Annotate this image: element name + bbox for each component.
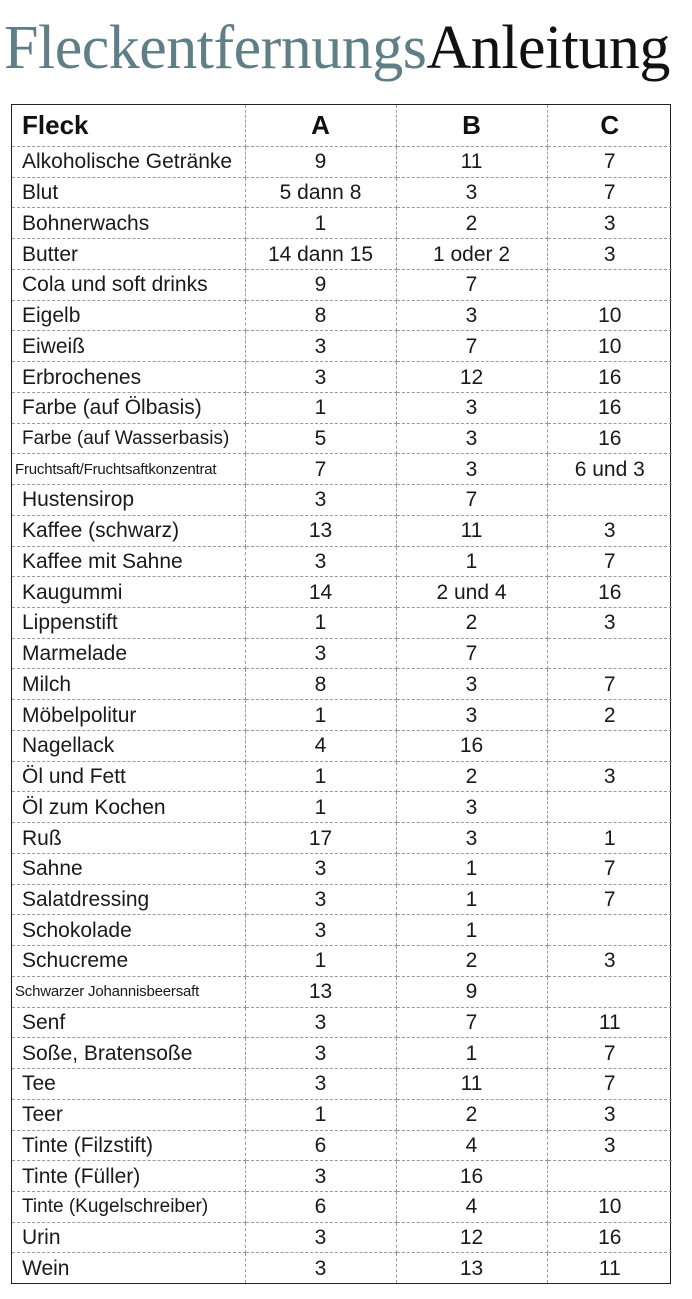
stain-name: Eigelb <box>12 300 245 331</box>
stain-name: Hustensirop <box>12 485 245 516</box>
cell-b: 16 <box>396 730 547 761</box>
cell-c: 6 und 3 <box>547 454 672 485</box>
cell-c <box>547 269 672 300</box>
cell-b: 1 <box>396 546 547 577</box>
cell-a: 1 <box>245 761 396 792</box>
cell-a: 13 <box>245 515 396 546</box>
table-row <box>12 792 672 823</box>
cell-b: 4 <box>396 1191 547 1222</box>
cell-a: 8 <box>245 669 396 700</box>
cell-c: 7 <box>547 147 672 178</box>
cell-a: 3 <box>245 362 396 393</box>
stain-name: Schokolade <box>12 915 245 946</box>
cell-b: 3 <box>396 823 547 854</box>
cell-a: 1 <box>245 700 396 731</box>
stain-name: Milch <box>12 669 245 700</box>
cell-c: 11 <box>598 1256 621 1280</box>
table-row <box>12 700 672 731</box>
title-part-2: Anleitung <box>426 14 670 82</box>
cell-b: 1 <box>396 884 547 915</box>
cell-a: 1 <box>245 946 396 977</box>
cell-c: 7 <box>547 669 672 700</box>
table-header <box>12 105 672 147</box>
header-row <box>12 105 672 147</box>
cell-c: 16 <box>547 1222 672 1253</box>
cell-b: 3 <box>396 669 547 700</box>
cell-c: 10 <box>547 1191 672 1222</box>
stain-name: Tinte (Filzstift) <box>12 1130 245 1161</box>
table-row <box>12 269 672 300</box>
cell-a: 3 <box>245 331 396 362</box>
cell-c <box>547 792 672 823</box>
stain-name: Fruchtsaft/Fruchtsaftkonzentrat <box>12 454 245 485</box>
cell-b: 2 <box>396 208 547 239</box>
table-row <box>12 823 672 854</box>
cell-b: 1 <box>396 1038 547 1069</box>
cell-c: 3 <box>547 1099 672 1130</box>
stain-name: Eiweiß <box>12 331 245 362</box>
cell-c: 10 <box>547 331 672 362</box>
title-part-1: Fleckentfernungs <box>4 14 427 82</box>
stain-name: Tinte (Kugelschreiber) <box>12 1191 245 1222</box>
table-row <box>12 915 672 946</box>
cell-a: 6 <box>245 1191 396 1222</box>
cell-c: 3 <box>547 239 672 270</box>
stain-name: Öl und Fett <box>12 761 245 792</box>
table-row <box>12 669 672 700</box>
cell-a: 6 <box>245 1130 396 1161</box>
cell-b: 3 <box>396 423 547 454</box>
cell-c: 3 <box>547 946 672 977</box>
table-row <box>12 208 672 239</box>
stain-name: Schwarzer Johannisbeersaft <box>12 976 245 1007</box>
cell-c: 1 <box>547 823 672 854</box>
table-row <box>12 515 672 546</box>
cell-b: 1 <box>396 853 547 884</box>
cell-c: 7 <box>547 546 672 577</box>
cell-c: 3 <box>547 515 672 546</box>
stain-name: Salatdressing <box>12 884 245 915</box>
table-row <box>12 1253 672 1283</box>
table-row <box>12 853 672 884</box>
header-stain: Fleck <box>12 105 245 147</box>
cell-c <box>547 638 672 669</box>
table-row <box>12 1222 672 1253</box>
cell-a: 9 <box>245 269 396 300</box>
cell-b: 2 und 4 <box>396 577 547 608</box>
cell-a: 17 <box>245 823 396 854</box>
header-a: A <box>245 105 396 147</box>
cell-b: 7 <box>396 485 547 516</box>
table-row <box>12 454 672 485</box>
stain-name: Kaffee (schwarz) <box>12 515 245 546</box>
table-row <box>12 577 672 608</box>
stain-name: Erbrochenes <box>12 362 245 393</box>
cell-a: 3 <box>245 1069 396 1100</box>
cell-b: 13 <box>396 1253 547 1283</box>
table-row <box>12 1191 672 1222</box>
stain-name: Schucreme <box>12 946 245 977</box>
cell-b: 12 <box>396 1222 547 1253</box>
table-row <box>12 638 672 669</box>
cell-b: 3 <box>396 392 547 423</box>
table-row <box>12 177 672 208</box>
cell-b: 2 <box>396 761 547 792</box>
cell-b: 4 <box>396 1130 547 1161</box>
stain-removal-table <box>12 105 672 1283</box>
cell-b: 3 <box>396 300 547 331</box>
stain-name: Farbe (auf Ölbasis) <box>12 392 245 423</box>
table-row <box>12 300 672 331</box>
cell-b: 3 <box>396 177 547 208</box>
cell-b: 3 <box>396 454 547 485</box>
cell-a: 1 <box>245 208 396 239</box>
cell-c: 16 <box>547 362 672 393</box>
stain-name: Möbelpolitur <box>12 700 245 731</box>
cell-a: 3 <box>245 1038 396 1069</box>
cell-a: 1 <box>245 792 396 823</box>
table-row <box>12 546 672 577</box>
cell-a: 14 dann 15 <box>245 239 396 270</box>
cell-b: 11 <box>396 515 547 546</box>
table-row <box>12 362 672 393</box>
cell-c <box>547 730 672 761</box>
cell-a: 14 <box>245 577 396 608</box>
cell-c: 3 <box>547 1130 672 1161</box>
cell-a: 5 dann 8 <box>245 177 396 208</box>
cell-c: 7 <box>547 1069 672 1100</box>
table-row <box>12 1161 672 1192</box>
cell-c: 11 <box>547 1007 672 1038</box>
cell-a: 3 <box>245 485 396 516</box>
cell-a: 3 <box>245 1222 396 1253</box>
cell-c <box>547 485 672 516</box>
cell-b: 1 <box>396 915 547 946</box>
cell-c: 3 <box>547 608 672 639</box>
stain-name: Urin <box>12 1222 245 1253</box>
cell-b: 3 <box>396 700 547 731</box>
cell-c: 16 <box>547 577 672 608</box>
table-row <box>12 1069 672 1100</box>
cell-b: 7 <box>396 269 547 300</box>
table-row <box>12 730 672 761</box>
stain-name: Kaugummi <box>12 577 245 608</box>
cell-c: 3 <box>547 208 672 239</box>
header-c: C <box>547 105 672 147</box>
cell-c: 7 <box>547 884 672 915</box>
header-b: B <box>396 105 547 147</box>
cell-a: 5 <box>245 423 396 454</box>
cell-c: 7 <box>547 177 672 208</box>
table-row <box>12 1038 672 1069</box>
page-title <box>4 8 670 88</box>
cell-b: 7 <box>396 638 547 669</box>
cell-b: 16 <box>396 1161 547 1192</box>
cell-a: 1 <box>245 608 396 639</box>
cell-b: 7 <box>396 1007 547 1038</box>
cell-a: 3 <box>245 1161 396 1192</box>
stain-name: Blut <box>12 177 245 208</box>
table-row <box>12 239 672 270</box>
table-row <box>12 1130 672 1161</box>
cell-a: 3 <box>245 1007 396 1038</box>
table-row <box>12 608 672 639</box>
cell-a: 4 <box>245 730 396 761</box>
cell-b: 9 <box>396 976 547 1007</box>
cell-b: 11 <box>396 147 547 178</box>
cell-c: 7 <box>547 1038 672 1069</box>
table-row <box>12 423 672 454</box>
cell-a: 7 <box>245 454 396 485</box>
cell-a: 3 <box>245 884 396 915</box>
stain-name: Sahne <box>12 853 245 884</box>
cell-a: 3 <box>245 546 396 577</box>
cell-c: 10 <box>547 300 672 331</box>
cell-a: 3 <box>245 1253 396 1283</box>
stain-name: Farbe (auf Wasserbasis) <box>12 423 245 454</box>
table-row <box>12 946 672 977</box>
cell-b: 7 <box>396 331 547 362</box>
stain-removal-table-frame <box>11 104 671 1284</box>
cell-c: 7 <box>547 853 672 884</box>
stain-name: Kaffee mit Sahne <box>12 546 245 577</box>
stain-name: Marmelade <box>12 638 245 669</box>
cell-a: 8 <box>245 300 396 331</box>
cell-c <box>547 1161 672 1192</box>
cell-c: 2 <box>547 700 672 731</box>
stain-name: Lippenstift <box>12 608 245 639</box>
cell-a: 3 <box>245 638 396 669</box>
stain-name: Bohnerwachs <box>12 208 245 239</box>
stain-name: Senf <box>12 1007 245 1038</box>
cell-b: 2 <box>396 946 547 977</box>
table-row <box>12 392 672 423</box>
table-row <box>12 761 672 792</box>
cell-b: 11 <box>396 1069 547 1100</box>
cell-b: 2 <box>396 1099 547 1130</box>
cell-a: 1 <box>245 1099 396 1130</box>
table-row <box>12 1099 672 1130</box>
table-row <box>12 485 672 516</box>
cell-c: 3 <box>547 761 672 792</box>
stain-name: Ruß <box>12 823 245 854</box>
stain-name: Alkoholische Getränke <box>12 147 245 178</box>
cell-a: 3 <box>245 915 396 946</box>
cell-b: 2 <box>396 608 547 639</box>
cell-b: 3 <box>396 792 547 823</box>
cell-c <box>547 915 672 946</box>
stain-name: Butter <box>12 239 245 270</box>
stain-name: Tee <box>12 1069 245 1100</box>
stain-name: Teer <box>12 1099 245 1130</box>
stain-name: Soße, Bratensoße <box>12 1038 245 1069</box>
cell-c <box>547 976 672 1007</box>
cell-b: 1 oder 2 <box>396 239 547 270</box>
stain-name: Cola und soft drinks <box>12 269 245 300</box>
stain-name: Öl zum Kochen <box>12 792 245 823</box>
cell-b: 12 <box>396 362 547 393</box>
table-body <box>12 147 672 1284</box>
cell-c: 16 <box>547 392 672 423</box>
cell-a: 3 <box>245 853 396 884</box>
table-row <box>12 884 672 915</box>
stain-name: Nagellack <box>12 730 245 761</box>
stain-name: Wein <box>12 1253 245 1283</box>
table-row <box>12 331 672 362</box>
cell-a: 9 <box>245 147 396 178</box>
cell-c: 16 <box>547 423 672 454</box>
cell-a: 1 <box>245 392 396 423</box>
cell-a: 13 <box>245 976 396 1007</box>
table-row <box>12 1007 672 1038</box>
table-row <box>12 976 672 1007</box>
stain-name: Tinte (Füller) <box>12 1161 245 1192</box>
table-row <box>12 147 672 178</box>
